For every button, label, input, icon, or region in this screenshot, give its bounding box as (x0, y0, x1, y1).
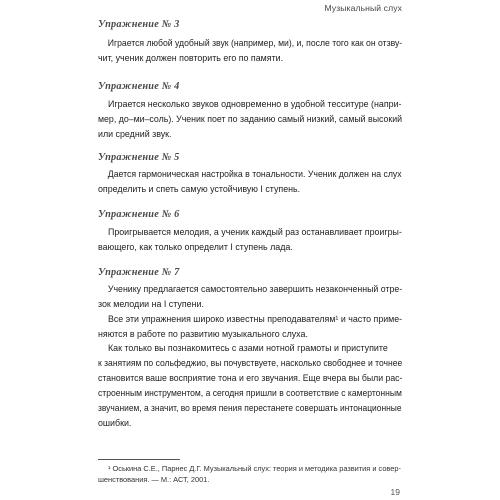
text-line: определить и спеть самую устойчивую I ступень. (98, 184, 301, 194)
exercise-5-text (98, 167, 402, 197)
text-line: становится ваше восприятие тона и его звучания. Еще вчера вы были рас- (98, 373, 403, 383)
text-line: Играется несколько звуков одновременно в удобной тесситуре (напри- (108, 99, 402, 109)
body-paragraph-1 (98, 312, 402, 342)
text-line: вающего, как только определит I ступень лада. (98, 242, 293, 252)
exercise-4-heading: Упражнение № 4 (98, 81, 180, 92)
text-line: чит, ученик должен повторить его по памяти. (98, 53, 284, 63)
text-line: строенным инструментом, а сегодня пришли в соответствие с камертонным (98, 388, 402, 398)
text-line: к занятиям по сольфеджио, вы почувствуете, насколько свободнее и точнее (98, 358, 403, 368)
text-line: мер, до–ми–соль). Ученик поет по заданию самый низкий, самый высокий (98, 114, 403, 124)
exercise-6-heading: Упражнение № 6 (98, 209, 180, 220)
text-line: Все эти упражнения широко известны преподавателям¹ и часто приме- (107, 314, 403, 324)
text-line: звучанием, а значит, во время пения перестанете совершать интонационные (98, 403, 402, 413)
exercise-3-heading: Упражнение № 3 (98, 19, 180, 30)
text-line: няются в работе по развитию музыкального слуха. (98, 329, 308, 339)
text-line: Как только вы познакомитесь с азами нотной грамоты и приступите (108, 343, 388, 353)
exercise-4-text (98, 97, 402, 142)
exercise-6-text (98, 225, 402, 255)
body-paragraph-2 (98, 341, 402, 431)
text-line: Дается гармоническая настройка в тональности. Ученик должен на слух (107, 169, 402, 179)
page-number: 19 (390, 487, 400, 497)
exercise-7-heading: Упражнение № 7 (98, 267, 180, 278)
text-line: зок мелодии на I ступени. (98, 299, 204, 309)
text-line: ошибки. (98, 418, 132, 428)
footnote-divider (98, 459, 180, 460)
exercise-5-heading: Упражнение № 5 (98, 152, 180, 163)
footnote-line: ¹ Оськина С.Е., Парнес Д.Г. Музыкальный слух: теория и методика развития и совер- (108, 464, 401, 473)
text-line: Ученику предлагается самостоятельно завершить незаконченный отре- (107, 284, 403, 294)
text-line: или средний звук. (98, 129, 172, 139)
text-line: Проигрывается мелодия, а ученик каждый раз останавливает проигры- (107, 227, 402, 237)
footnote (98, 463, 402, 485)
running-head: Музыкальный слух (324, 3, 402, 13)
footnote-line: шенствования. — М.: АСТ, 2001. (98, 475, 210, 484)
exercise-3-text (98, 36, 402, 66)
exercise-7-text (98, 282, 402, 312)
text-line: Играется любой удобный звук (например, ми), и, после того как он отзву- (107, 38, 403, 48)
